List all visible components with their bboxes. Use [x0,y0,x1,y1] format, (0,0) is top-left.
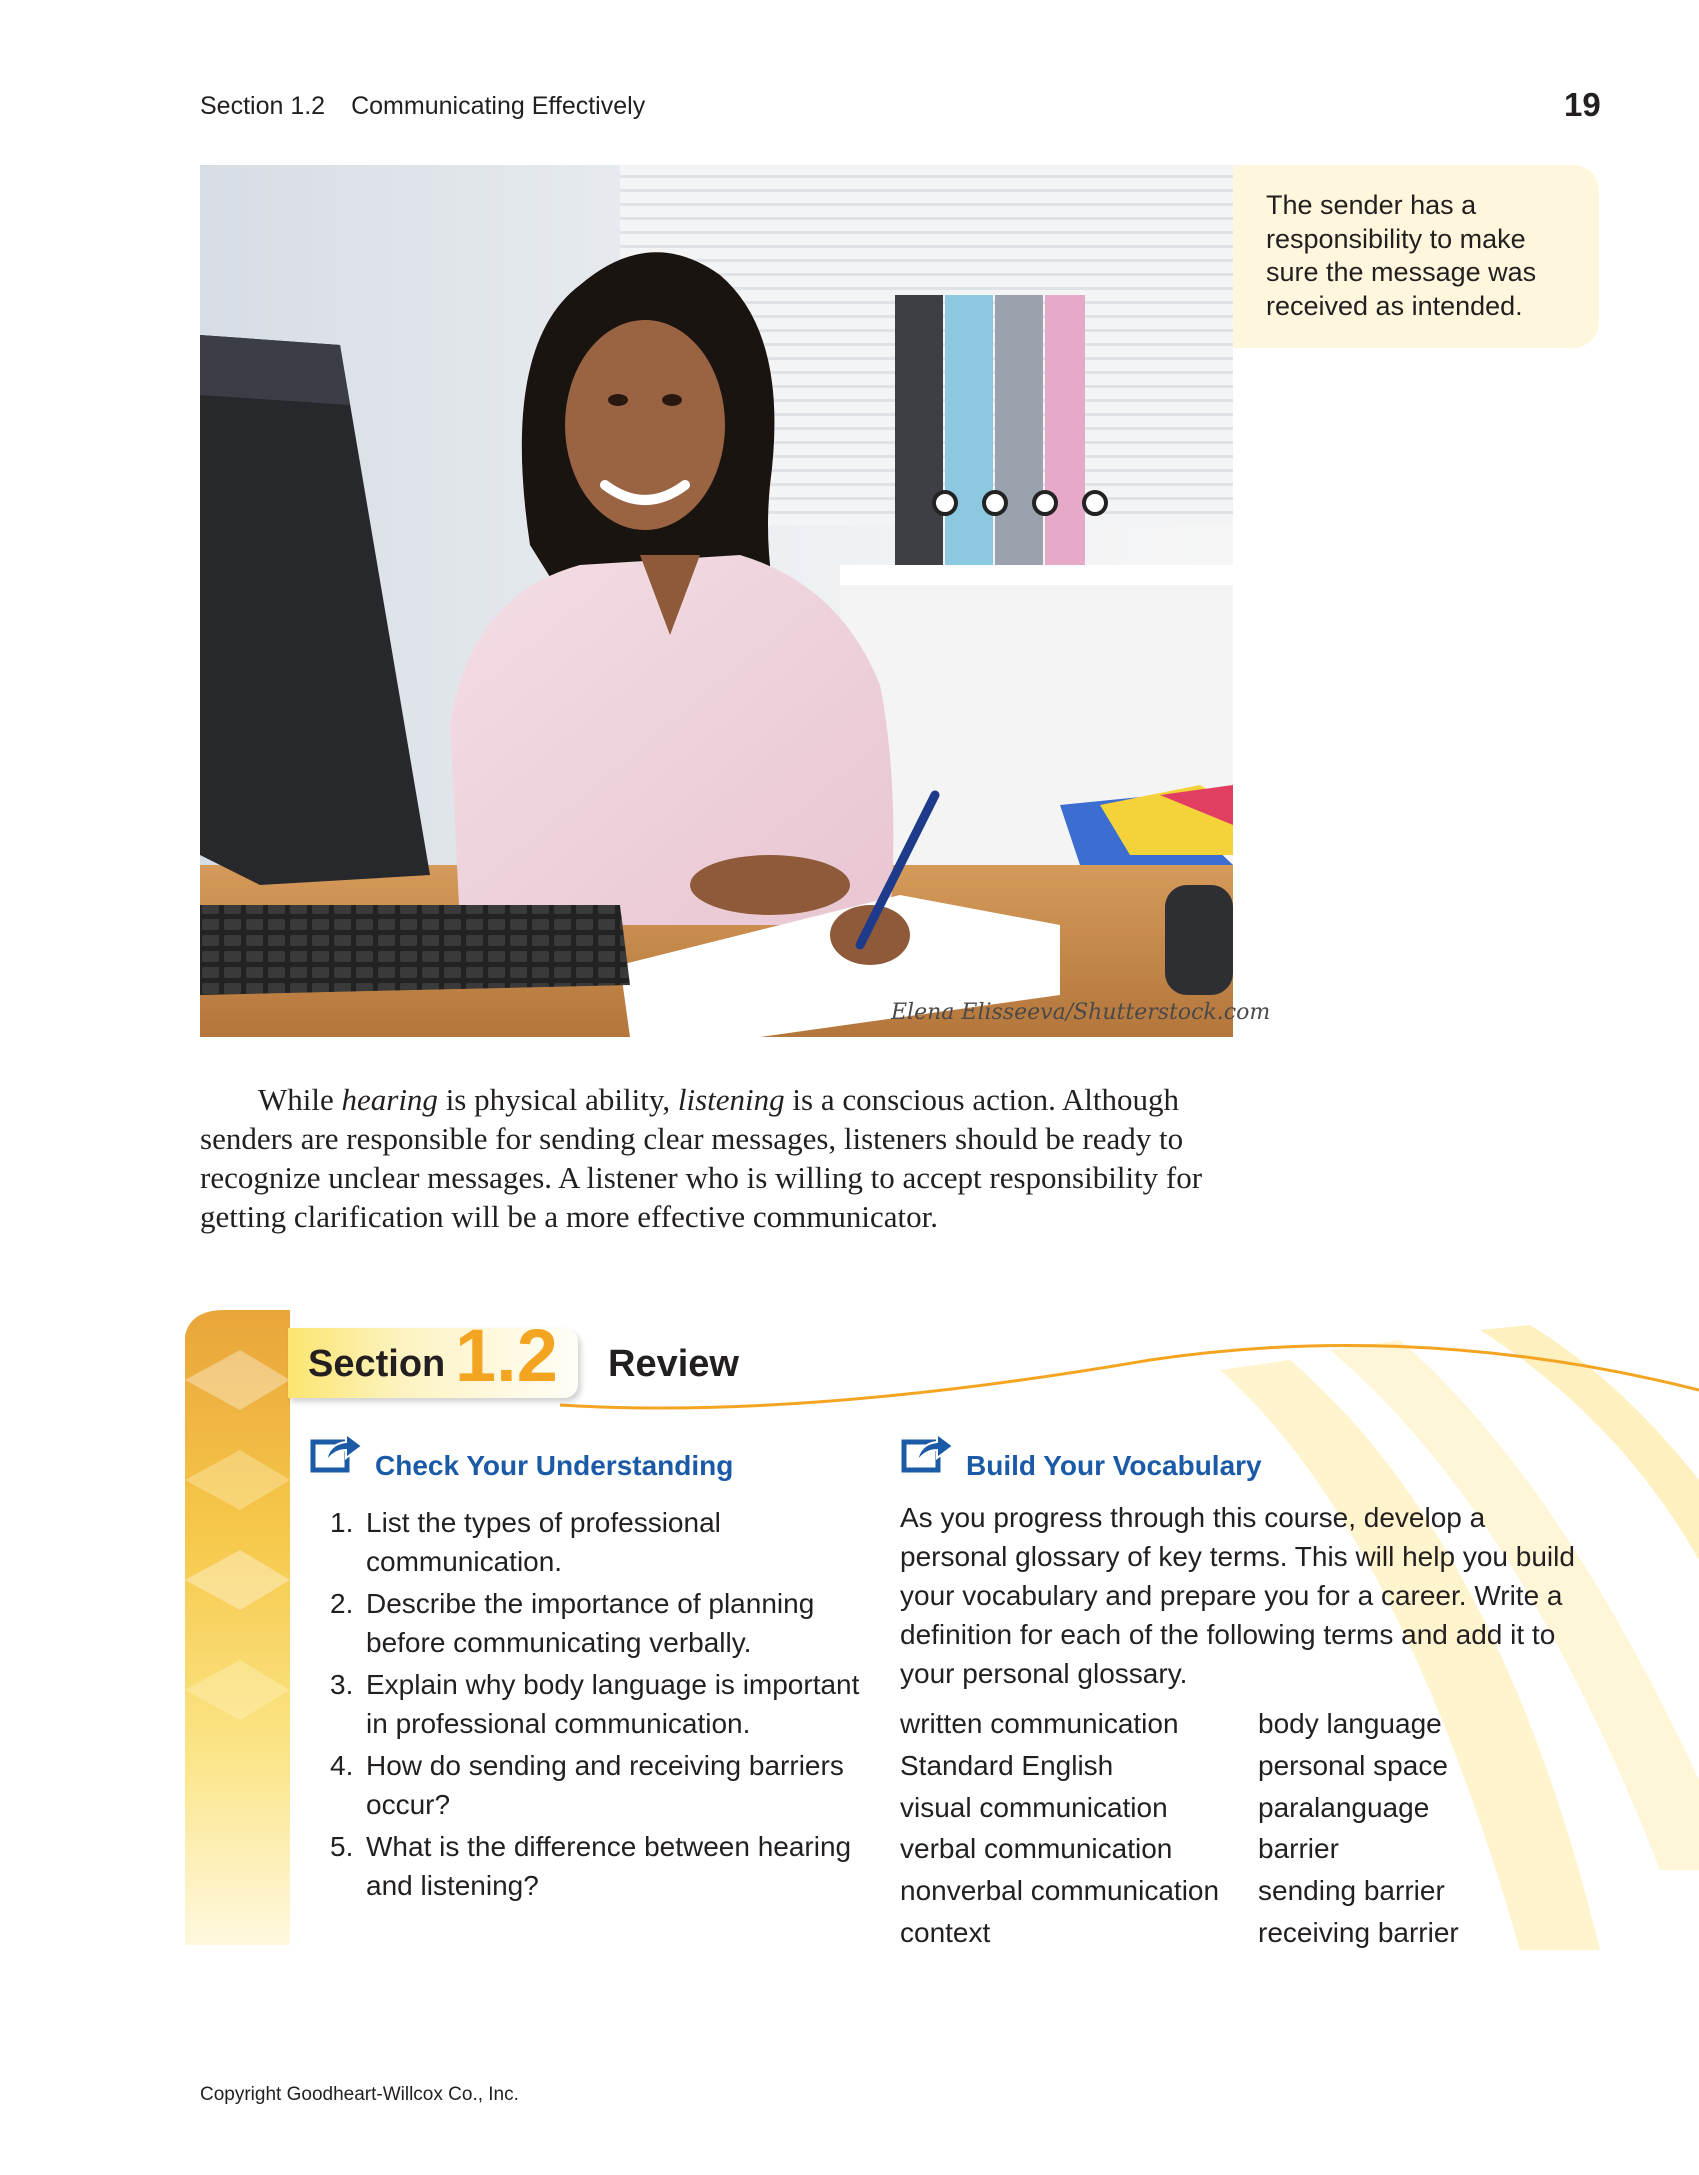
question-number: 4. [330,1750,354,1781]
vocab-term: Standard English [900,1749,1114,1781]
question-text: How do sending and receiving barriers occur? [366,1750,844,1820]
question-item [330,1665,870,1743]
vocab-term: verbal communication [900,1833,1173,1865]
vocab-term: body language [1258,1708,1442,1739]
margin-note-text: The sender has a responsibility to make sure the message was received as intended. [1266,190,1537,321]
term-hearing: hearing [341,1082,438,1117]
question-item [330,1503,870,1581]
office-photo-illustration [200,165,1271,1037]
review-heading: Review [608,1343,739,1385]
vocab-term: personal space [1258,1749,1448,1781]
margin-note [1233,165,1599,348]
question-item [330,1827,870,1905]
question-text: What is the difference between hearing and listening? [366,1831,852,1901]
vocabulary-terms-left [900,1703,1219,1954]
body-paragraph [200,1080,1240,1236]
build-vocabulary-heading: Build Your Vocabulary [966,1450,1262,1481]
body-text-mid: is physical ability, [437,1082,678,1117]
vocab-term: written communication [900,1708,1179,1739]
photo-credit: Elena Elisseeva/Shutterstock.com [891,1000,1271,1025]
page-number: 19 [1564,86,1601,123]
question-number: 5. [330,1831,354,1862]
question-text: List the types of professional communication. [366,1507,721,1577]
vocab-term: sending barrier [1258,1875,1445,1907]
share-arrow-icon [310,1428,364,1474]
term-listening: listening [677,1082,785,1117]
running-head-section: Section 1.2 [200,92,326,120]
running-head-title: Communicating Effectively [351,92,646,120]
question-number: 2. [330,1588,354,1619]
vocabulary-terms-right [1258,1703,1459,1954]
share-arrow-icon [901,1428,955,1474]
question-item [330,1584,870,1662]
question-text: Describe the importance of planning before communicating verbally. [366,1588,815,1658]
running-head [200,92,645,121]
vocab-term: nonverbal communication [900,1875,1220,1907]
question-text: Explain why body language is important in professional communication. [366,1669,860,1739]
vocab-term: visual communication [900,1791,1168,1823]
section-number: 1.2 [455,1314,558,1397]
vocab-term: paralanguage [1258,1791,1430,1823]
section-word: Section [308,1343,446,1385]
question-item [330,1746,870,1824]
body-text-end: is a conscious action. Although senders are responsible for sending clear messages, listeners should be ready to recognize unclear messages. A listener who is willing to accept responsibility for getting clarification will be a more effective communicator. [200,1082,1203,1234]
vocab-term: receiving barrier [1258,1916,1459,1948]
question-number: 3. [330,1669,354,1700]
check-understanding-heading: Check Your Understanding [375,1450,734,1481]
copyright-footer: Copyright Goodheart-Willcox Co., Inc. [200,2084,519,2105]
question-number: 1. [330,1507,354,1538]
vocabulary-intro: As you progress through this course, develop a personal glossary of key terms. This will help you build your vocabulary and prepare you for a career. Write a definition for each of the following terms and add it to your personal glossary. [900,1502,1575,1689]
vocab-term: context [900,1916,991,1948]
body-text-start: While [258,1082,342,1117]
question-list [330,1503,870,1908]
office-photo [200,165,1271,1037]
vocab-term: barrier [1258,1833,1339,1865]
